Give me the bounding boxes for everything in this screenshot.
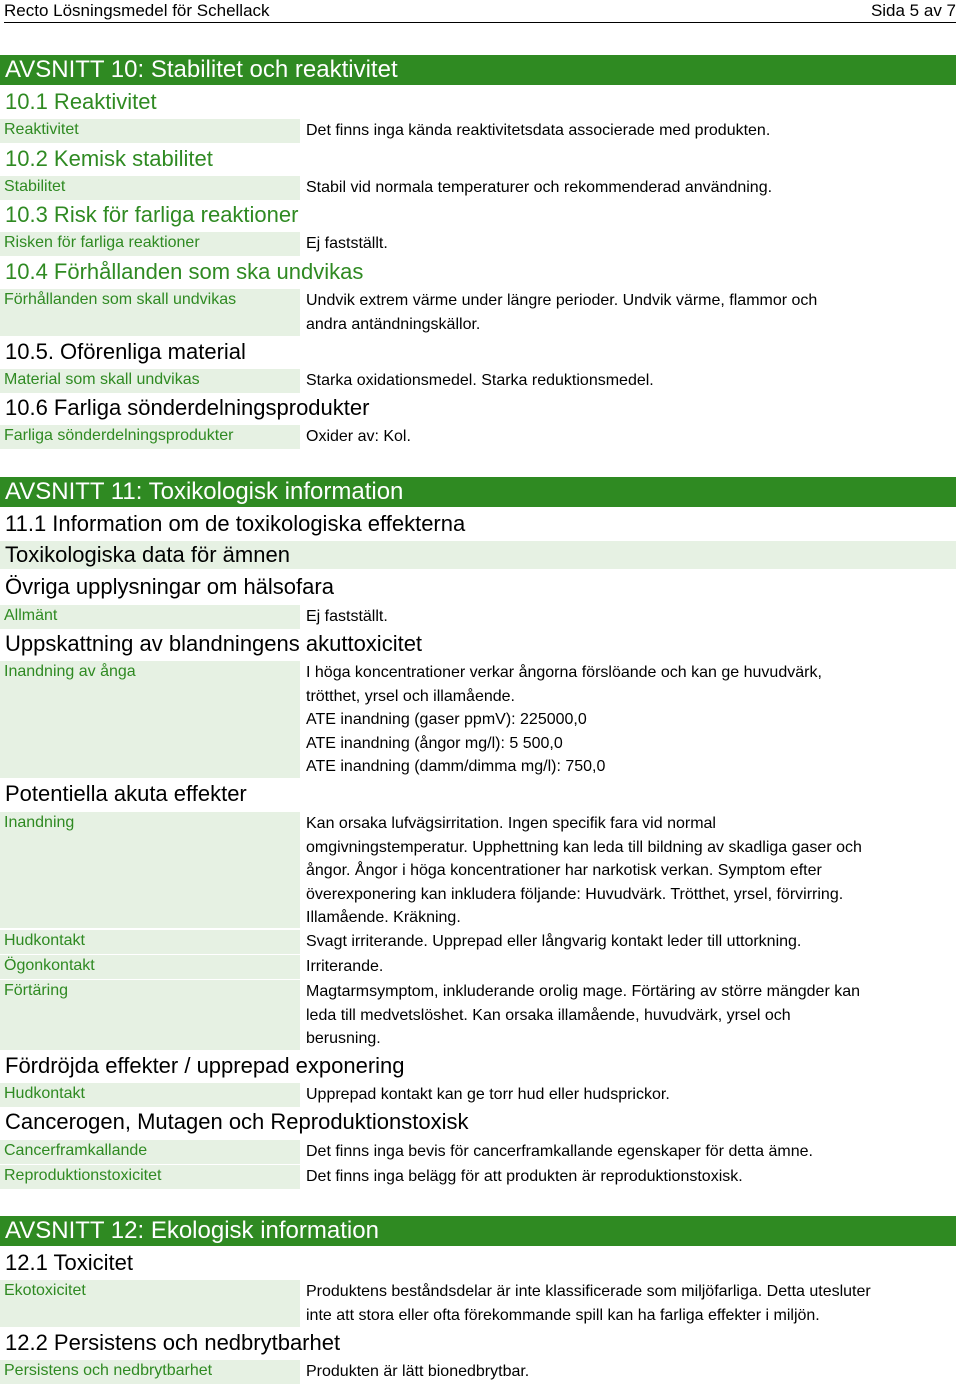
value-line: omgivningstemperatur. Upphettning kan leda till bildning av skadliga gaser och [306,838,862,856]
value-delayed-skin-contact: Upprepad kontakt kan ge torr hud eller hudsprickor. [306,1086,670,1103]
label-decomposition-products: Farliga sönderdelningsprodukter [0,425,300,449]
value-general: Ej fastställt. [306,608,388,625]
label-delayed-skin-contact: Hudkontakt [0,1083,300,1107]
value-line: ATE inandning (ångor mg/l): 5 500,0 [306,734,563,752]
subsection-12-1-title: 12.1 Toxicitet [5,1250,134,1275]
label-persistence: Persistens och nedbrytbarhet [0,1360,300,1384]
value-reactivity: Det finns inga kända reaktivitetsdata associerade med produkten. [306,122,771,139]
tox-data-title: Toxikologiska data för ämnen [0,541,956,569]
document-title: Recto Lösningsmedel för Schellack [4,1,270,20]
value-line: Undvik extrem värme under längre perioder. Undvik värme, flammor och [306,292,818,309]
subsection-10-1-title: 10.1 Reaktivitet [5,89,157,114]
label-ingestion: Förtäring [0,980,300,1050]
section-12-title: AVSNITT 12: Ekologisk information [0,1216,956,1246]
value-line: Produktens beståndsdelar är inte klassificerade som miljöfarliga. Detta utesluter [306,1283,871,1300]
value-line: trötthet, yrsel och illamående. [306,687,515,705]
value-ingestion [306,980,926,1051]
subsection-10-3-title: 10.3 Risk för farliga reaktioner [5,202,299,227]
label-conditions-avoid: Förhållanden som skall undvikas [0,289,300,336]
page-header [4,0,956,22]
value-vapor-inhalation [306,661,926,779]
value-incompatible-materials: Starka oxidationsmedel. Starka reduktionsmedel. [306,372,654,389]
cmr-title: Cancerogen, Mutagen och Reproduktionstoxisk [5,1109,469,1134]
value-line: I höga koncentrationer verkar ångorna förslöande och kan ge huvudvärk, [306,664,822,681]
label-skin-contact: Hudkontakt [0,930,300,954]
label-stability: Stabilitet [0,176,300,200]
value-conditions-avoid [306,289,926,336]
label-carcinogenic: Cancerframkallande [0,1140,300,1164]
label-reproductive-toxicity: Reproduktionstoxicitet [0,1165,300,1189]
value-line: överexponering kan inkludera följande: Huvudvärk. Trötthet, yrsel, förvirring. [306,885,844,903]
label-hazardous-reactions: Risken för farliga reaktioner [0,232,300,256]
header-divider [4,22,956,23]
value-line: Kan orsaka lufvägsirritation. Ingen specifik fara vid normal [306,815,716,832]
label-inhalation: Inandning [0,812,300,928]
delayed-effects-title: Fördröjda effekter / upprepad exponering [5,1053,405,1078]
value-eye-contact: Irriterande. [306,958,384,975]
value-hazardous-reactions: Ej fastställt. [306,235,388,252]
value-line: inte att stora eller ofta förekommande spill kan ha farliga effekter i miljön. [306,1306,820,1324]
value-line: berusning. [306,1030,381,1047]
value-inhalation [306,812,926,930]
other-health-info-title: Övriga upplysningar om hälsofara [5,574,334,599]
label-vapor-inhalation: Inandning av ånga [0,661,300,778]
value-ecotoxicity [306,1280,926,1327]
value-line: Magtarmsymptom, inkluderande orolig mage. Förtäring av större mängder kan [306,983,861,1000]
value-persistence: Produkten är lätt bionedbrytbar. [306,1363,530,1380]
acute-toxicity-title: Uppskattning av blandningens akuttoxicitet [5,631,423,656]
value-stability: Stabil vid normala temperaturer och rekommenderad användning. [306,179,773,196]
subsection-11-1-title: 11.1 Information om de toxikologiska effekterna [5,511,466,536]
subsection-12-2-title: 12.2 Persistens och nedbrytbarhet [5,1330,341,1355]
value-line: ATE inandning (damm/dimma mg/l): 750,0 [306,758,606,775]
potential-acute-effects-title: Potentiella akuta effekter [5,781,247,806]
section-11-title: AVSNITT 11: Toxikologisk information [0,477,956,507]
label-eye-contact: Ögonkontakt [0,955,300,979]
subsection-10-6-title: 10.6 Farliga sönderdelningsprodukter [5,395,370,420]
label-general: Allmänt [0,605,300,629]
subsection-10-2-title: 10.2 Kemisk stabilitet [5,146,213,171]
value-line: andra antändningskällor. [306,315,481,333]
label-ecotoxicity: Ekotoxicitet [0,1280,300,1327]
value-decomposition-products: Oxider av: Kol. [306,428,411,445]
value-reproductive-toxicity: Det finns inga belägg för att produkten är reproduktionstoxisk. [306,1168,743,1185]
label-incompatible-materials: Material som skall undvikas [0,369,300,393]
section-10-title: AVSNITT 10: Stabilitet och reaktivitet [0,55,956,85]
subsection-10-5-title: 10.5. Oförenliga material [5,339,246,364]
value-line: ångor. Ångor i höga koncentrationer har narkotisk verkan. Symptom efter [306,862,822,879]
value-line: Illamående. Kräkning. [306,909,461,926]
value-line: leda till medvetslöshet. Kan orsaka illamående, huvudvärk, yrsel och [306,1006,791,1024]
subsection-10-4-title: 10.4 Förhållanden som ska undvikas [5,259,364,284]
page-number: Sida 5 av 7 [870,1,956,20]
value-carcinogenic: Det finns inga bevis för cancerframkallande egenskaper för detta ämne. [306,1143,813,1160]
value-line: ATE inandning (gaser ppmV): 225000,0 [306,711,587,728]
value-skin-contact: Svagt irriterande. Upprepad eller långvarig kontakt leder till uttorkning. [306,933,802,950]
label-reactivity: Reaktivitet [0,119,300,143]
